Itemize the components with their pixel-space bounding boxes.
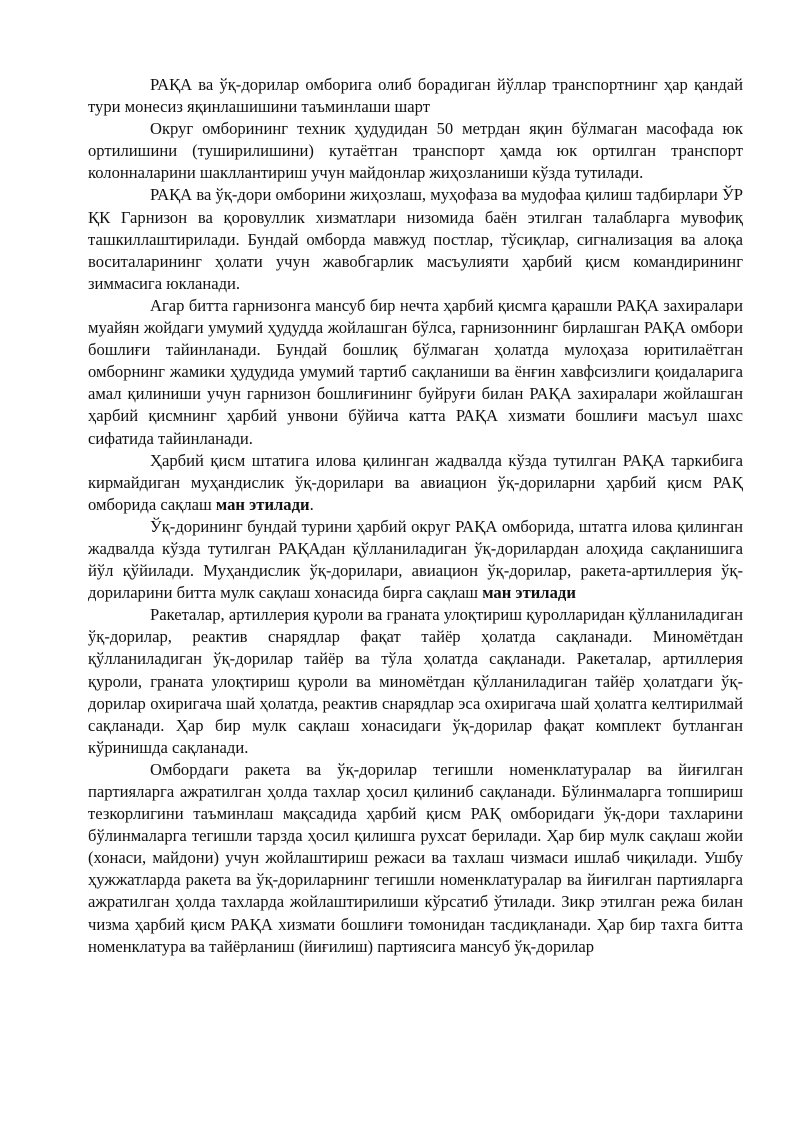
paragraph-text: Ракеталар, артиллерия қуроли ва граната улоқтириш қуролларидан қўлланиладиган ўқ-дорилар, реактив снарядлар фақат тайёр ҳолатда сақланади. Миномётдан қўлланиладиган ўқ-дорилар тайёр ва тўла ҳолатда сақланади. Ракеталар, артиллерия қуроли, граната улоқтириш қуроли ва миномётдан қўлланиладиган тайёр ҳолатдаги ўқ-дорилар охиригача шай ҳолатда, реактив снарядлар эса охиригача шай ҳолатга келтирилмай сақланади. Ҳар бир мулк сақлаш хонасидаги ўқ-дорилар фақат комплект бутланган кўринишда сақланади. xyxy=(88,605,743,757)
prohibition-emphasis: ман этилади xyxy=(215,494,310,514)
paragraph-tail: . xyxy=(309,494,314,514)
paragraph-text: Ўқ-дорининг бундай турини ҳарбий округ РАҚА омборида, штатга илова қилинган жадвалда кўзда тутилган РАҚАдан қўлланиладиган ўқ-дорилардан алоҳида сақланишига йўл қўйилади. Муҳандислик ўқ-дорилари, авиацион ўқ-дорилар, ракета-артиллерия ўқ-дориларини битта мулк сақлаш хонасида бирга сақлаш xyxy=(88,516,743,603)
paragraph-storage-readiness xyxy=(88,604,743,759)
document-body xyxy=(88,74,743,958)
paragraph-text: РАҚА ва ўқ-дорилар омборига олиб борадиган йўллар транспортнинг ҳар қандай тури монесиз яқинлашишини таъминлаши шарт xyxy=(88,75,743,117)
paragraph-text: Омбордаги ракета ва ўқ-дорилар тегишли номенклатуралар ва йиғилган партияларга ажратилган ҳолда тахлар ҳосил қилиниб сақланади. Бўлинмаларга топшириш тезкорлигини таъминлаш мақсадида ҳарбий қисм РАҚ омборидаги ўқ-дори тахларини бўлинмаларга тегишли тарзда ҳосил қилишга рухсат берилади. Ҳар бир мулк сақлаш жойи (хонаси, майдони) учун жойлаштириш режаси ва тахлаш чизмаси ишлаб чиқилади. Ушбу ҳужжатларда ракета ва ўқ-дориларнинг тегишли номенклатуралар ва йиғилган партияларга ажратилган ҳолда тахларда жойлаштирилиши кўрсатиб ўтилади. Зикр этилган режа билан чизма ҳарбий қисм РАҚА хизмати бошлиғи томонидан тасдиқланади. Ҳар бир тахга битта номенклатура ва тайёрланиш (йиғилиш) партиясига мансуб ўқ-дорилар xyxy=(88,759,743,956)
paragraph-text: Округ омборининг техник ҳудудидан 50 метрдан яқин бўлмаган масофада юк ортилишини (туширилишини) кутаётган транспорт ҳамда юк ортилган транспорт колонналарини шакллантириш учун майдонлар жиҳозланиши кўзда тутилади. xyxy=(88,119,743,183)
paragraph-engineering-ammo xyxy=(88,450,743,516)
paragraph-loading-areas xyxy=(88,118,743,184)
paragraph-access-roads xyxy=(88,74,743,118)
paragraph-depot-protection xyxy=(88,184,743,294)
paragraph-text: Агар битта гарнизонга мансуб бир нечта ҳарбий қисмга қарашли РАҚА захиралари муайян жойдаги умумий ҳудудда жойлашган бўлса, гарнизоннинг бирлашган РАҚА омбори бошлиғи тайинланади. Бундай бошлиқ бўлмаган ҳолатда мулоҳаза юритилаётган омборнинг жамики ҳудудида умумий тартиб сақланиши ва ёнғин хавфсизлиги қоидаларига амал қилиниши учун гарнизон бошлиғининг буйруғи билан РАҚА захиралари жойлашган ҳарбий қисмнинг ҳарбий унвони бўйича катта РАҚА хизмати бошлиғи масъул шахс сифатида тайинланади. xyxy=(88,295,743,448)
prohibition-emphasis: ман этилади xyxy=(482,583,576,603)
paragraph-separate-storage xyxy=(88,516,743,604)
paragraph-text: РАҚА ва ўқ-дори омборини жиҳозлаш, муҳофаза ва мудофаа қилиш тадбирлари ЎР ҚК Гарнизон ва қоровуллик хизматлари низомида баён этилган талабларга мувофиқ ташкиллаштирилади. Бундай омборда мавжуд постлар, тўсиқлар, сигнализация ва алоқа воситаларининг ҳолати учун жавобгарлик масъулияти ҳарбий қисм командирининг зиммасига юкланади. xyxy=(88,185,743,293)
paragraph-stacking-plan xyxy=(88,759,743,958)
paragraph-garrison-chief xyxy=(88,295,743,450)
paragraph-text: Ҳарбий қисм штатига илова қилинган жадвалда кўзда тутилган РАҚА таркибига кирмайдиган муҳандислик ўқ-дорилари ва авиацион ўқ-дориларни ҳарбий қисм РАҚ омборида сақлаш xyxy=(88,450,743,514)
